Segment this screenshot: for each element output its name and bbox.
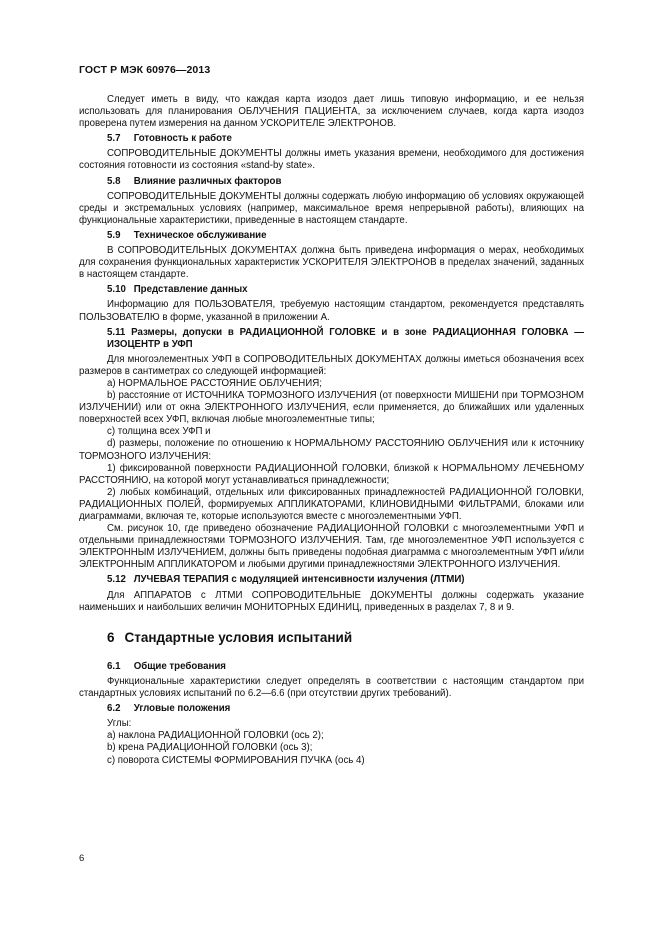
section-5-12-text: Для АППАРАТОВ с ЛТМИ СОПРОВОДИТЕЛЬНЫЕ ДОКУМЕНТЫ должны содержать указание наименьших и наибольших величин МОНИТОРНЫХ ЕДИНИЦ, приведенных в разделах 7, 8 и 9. <box>79 589 584 613</box>
section-5-11-lead: Для многоэлементных УФП в СОПРОВОДИТЕЛЬНЫХ ДОКУМЕНТАХ должны иметься обозначения всех размеров в сантиметрах со следующей информацией: <box>79 353 584 377</box>
section-5-7-heading <box>79 133 584 145</box>
section-title: Влияние различных факторов <box>133 175 282 187</box>
section-number: 5.9 <box>107 229 121 241</box>
section-number: 6.2 <box>107 703 121 715</box>
section-title: ЛУЧЕВАЯ ТЕРАПИЯ с модуляцией интенсивности излучения (ЛТМИ) <box>133 574 465 586</box>
section-title: Общие требования <box>133 660 226 672</box>
section-title: Угловые положения <box>133 703 231 715</box>
section-6-heading <box>107 629 584 645</box>
section-6-1-text: Функциональные характеристики следует определять в соответствии с настоящим стандартом при стандартных условиях испытаний по 6.2—6.6 (при отсутствии других требований). <box>79 675 584 700</box>
section-number: 6.1 <box>107 660 121 672</box>
list-item-c: c) поворота СИСТЕМЫ ФОРМИРОВАНИЯ ПУЧКА (ось 4) <box>107 754 365 766</box>
list-item-a: a) НОРМАЛЬНОЕ РАССТОЯНИЕ ОБЛУЧЕНИЯ; <box>107 377 322 389</box>
list-item-c: c) толщина всех УФП и <box>107 426 211 438</box>
section-title: Техническое обслуживание <box>133 229 267 241</box>
section-number: 5.10 <box>107 284 126 296</box>
section-title: Стандартные условия испытаний <box>124 629 353 645</box>
section-number: 5.12 <box>107 574 126 586</box>
section-title: Готовность к работе <box>133 133 232 145</box>
section-6-1-heading <box>79 661 584 673</box>
document-header: ГОСТ Р МЭК 60976—2013 <box>79 64 211 76</box>
section-5-10-text: Информацию для ПОЛЬЗОВАТЕЛЯ, требуемую настоящим стандартом, рекомендуется представлять ПОЛЬЗОВАТЕЛЮ в форме, указанной в приложении А. <box>79 299 584 323</box>
sub-item-2: 2) любых комбинаций, отдельных или фиксированных принадлежностей РАДИАЦИОННОЙ ГОЛОВКИ, РАДИАЦИОННЫХ ПОЛЕЙ, формируемых АППЛИКАТОРАМИ, КЛИНОВИДНЫМИ ФИЛЬТРАМИ, блоками или диаграммами, включая те, которые используются вместе с многоэлементными УФП. <box>79 486 584 522</box>
sub-item-1: 1) фиксированной поверхности РАДИАЦИОННОЙ ГОЛОВКИ, близкой к НОРМАЛЬНОМУ ЛЕЧЕБНОМУ РАССТОЯНИЮ, на которой могут устанавливаться принадлежности; <box>79 462 584 486</box>
section-6-2-heading <box>79 703 584 715</box>
section-5-9-text: В СОПРОВОДИТЕЛЬНЫХ ДОКУМЕНТАХ должна быть приведена информация о мерах, необходимых для сохранения функциональных характеристик УСКОРИТЕЛЯ ЭЛЕКТРОНОВ в пределах значений, заданных в настоящем стандарте. <box>79 245 584 281</box>
intro-paragraph: Следует иметь в виду, что каждая карта изодоз дает лишь типовую информацию, и ее нельзя использовать для планирования ОБЛУЧЕНИЯ ПАЦИЕНТА, за исключением случаев, когда карта изодоз проверена путем измерения на данном УСКОРИТЕЛЕ ЭЛЕКТРОНОВ. <box>79 94 584 130</box>
section-number: 5.8 <box>107 175 121 187</box>
list-item-a: a) наклона РАДИАЦИОННОЙ ГОЛОВКИ (ось 2); <box>107 730 324 742</box>
list-item-d: d) размеры, положение по отношению к НОРМАЛЬНОМУ РАССТОЯНИЮ ОБЛУЧЕНИЯ или к источнику ТОРМОЗНОГО ИЗЛУЧЕНИЯ: <box>79 438 584 462</box>
page-number: 6 <box>79 853 85 864</box>
section-5-7-text: СОПРОВОДИТЕЛЬНЫЕ ДОКУМЕНТЫ должны иметь указания времени, необходимого для достижения состояния готовности из состояния «stand-by state». <box>79 148 584 172</box>
section-5-8-text: СОПРОВОДИТЕЛЬНЫЕ ДОКУМЕНТЫ должны содержать любую информацию об условиях окружающей среды и экстремальных условиях (например, максимальное время непрерывной работы), влияющих на функциональные характеристики, приведенные в настоящем стандарте. <box>79 190 584 226</box>
list-item-b: b) расстояние от ИСТОЧНИКА ТОРМОЗНОГО ИЗЛУЧЕНИЯ (от поверхности МИШЕНИ при ТОРМОЗНОМ ИЗЛУЧЕНИИ) или от окна ЭЛЕКТРОННОГО ИЗЛУЧЕНИЯ, если применяется, до ближайших или удаленных поверхностей всех УФП, включая любые многоэлементные типы; <box>79 390 584 426</box>
section-5-12-heading <box>79 574 584 586</box>
section-title: Представление данных <box>133 284 248 296</box>
section-5-10-heading <box>79 284 584 296</box>
section-5-11-note: См. рисунок 10, где приведено обозначение РАДИАЦИОННОЙ ГОЛОВКИ с многоэлементными УФП и отдельными принадлежностями ТОРМОЗНОГО ИЗЛУЧЕНИЯ. Там, где многоэлементное УФП используется с ЭЛЕКТРОННЫМ ИЗЛУЧЕНИЕМ, должны быть приведены подобная диаграмма с многоэлементным УФП и/или ЭЛЕКТРОННЫМ АППЛИКАТОРОМ и любыми другими принадлежностями ЭЛЕКТРОННОГО ИЗЛУЧЕНИЯ. <box>79 523 584 571</box>
section-5-8-heading <box>79 176 584 188</box>
section-number: 5.7 <box>107 133 121 145</box>
section-6-2-lead: Углы: <box>107 718 132 730</box>
section-5-9-heading <box>79 230 584 242</box>
section-number: 6 <box>107 629 115 645</box>
list-item-b: b) крена РАДИАЦИОННОЙ ГОЛОВКИ (ось 3); <box>107 742 313 754</box>
section-5-11-heading: 5.11 Размеры, допуски в РАДИАЦИОННОЙ ГОЛОВКЕ и в зоне РАДИАЦИОННАЯ ГОЛОВКА — ИЗОЦЕНТР в УФП <box>107 326 584 350</box>
document-body <box>79 94 584 767</box>
